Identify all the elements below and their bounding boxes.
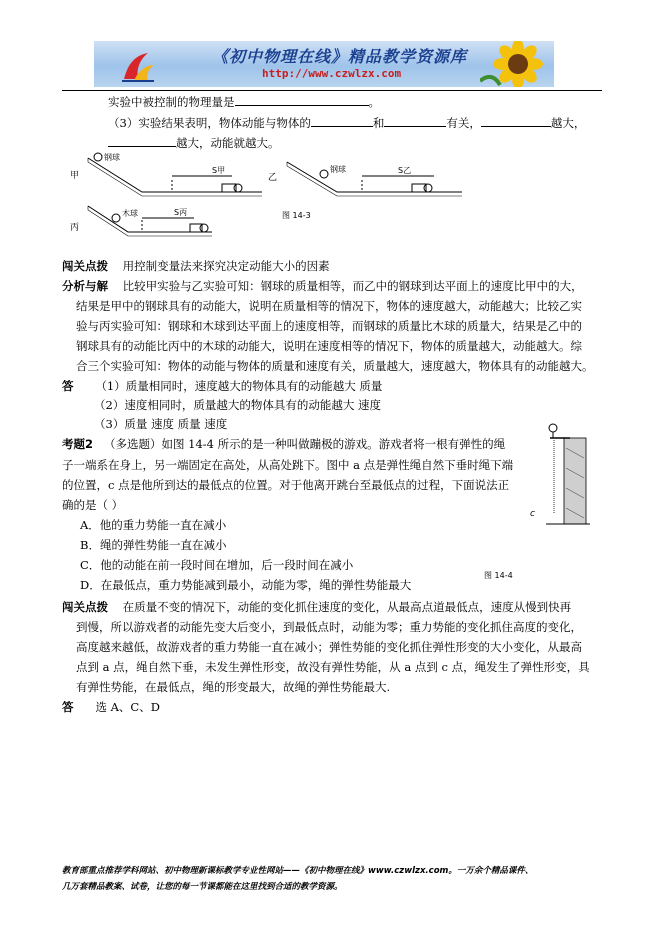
analysis-label: 分析与解 bbox=[62, 279, 108, 293]
header-banner bbox=[94, 41, 554, 87]
header-rule bbox=[62, 90, 602, 91]
fill-in-line-2 bbox=[108, 114, 585, 131]
footer-line-2: 几万套精品教案、试卷，让您的每一节课都能在这里找到合适的教学资源。 bbox=[62, 882, 343, 892]
q2-stem-line bbox=[62, 436, 505, 452]
q2-hint-line: 点到 a 点，绳自然下垂，未发生弹性形变，故没有弹性势能，从 a 点到 c 点，绳发生了弹性形变，具 bbox=[76, 660, 590, 674]
blank-field bbox=[235, 93, 369, 106]
q2-stem-line: 子一端系在身上，另一端固定在高处，从高处跳下。图中 a 点是弹性绳自然下垂时绳下端 bbox=[62, 458, 514, 472]
blank-field bbox=[311, 114, 373, 127]
panel-label-jia: 甲 bbox=[70, 171, 80, 181]
fill-in-line-1 bbox=[108, 93, 380, 110]
option-c: C．他的动能在前一段时间在增加，后一段时间在减小 bbox=[80, 558, 354, 572]
text-segment: 越大， bbox=[550, 116, 586, 130]
distance-label-yi: S乙 bbox=[398, 166, 412, 175]
analysis-line: 验与丙实验可知：钢球和木球到达平面上的速度相等，而钢球的质量比木球的质量大，结果是乙中的 bbox=[76, 319, 582, 333]
figure-14-4-caption: 图 14-4 bbox=[484, 571, 513, 580]
footer-line-1: 教育部重点推荐学科网站、初中物理新课标教学专业性网站——《初中物理在线》www.czwlzx.com。一万余个精品课件、 bbox=[62, 866, 534, 876]
answer-text: （1）质量相同时，速度越大的物体具有的动能越大 质量 bbox=[95, 379, 383, 393]
answer-line: （2）速度相同时，质量越大的物体具有的动能越大 速度 bbox=[94, 398, 381, 412]
option-d: D．在最低点，重力势能减到最小，动能为零，绳的弹性势能最大 bbox=[80, 578, 412, 592]
q2-hint-line bbox=[62, 599, 571, 615]
analysis-text: 比较甲实验与乙实验可知：钢球的质量相等，而乙中的钢球到达平面上的速度比甲中的大， bbox=[122, 279, 583, 293]
banner-url: http://www.czwlzx.com bbox=[262, 67, 402, 80]
sunflower-icon bbox=[480, 41, 550, 87]
answer-line bbox=[62, 378, 382, 394]
distance-label-bing: S丙 bbox=[174, 208, 188, 217]
figure-14-3 bbox=[62, 152, 482, 242]
q2-stem-line: 确的是（ ） bbox=[62, 498, 124, 512]
analysis-line: 合三个实验可知：物体的动能与物体的质量和速度有关，质量越大，速度越大，物体具有的动能越大。 bbox=[76, 359, 594, 373]
text-segment: 。 bbox=[368, 95, 380, 109]
blank-field bbox=[384, 114, 446, 127]
q1-hint bbox=[62, 258, 330, 274]
ball-label-yi: 钢球 bbox=[330, 165, 346, 174]
panel-label-bing: 丙 bbox=[70, 223, 80, 233]
text-segment: 实验中被控制的物理量是 bbox=[108, 95, 235, 109]
hint-text: 在质量不变的情况下，动能的变化抓住速度的变化，从最高点道最低点，速度从慢到快再 bbox=[122, 600, 572, 614]
panel-label-yi: 乙 bbox=[268, 173, 278, 183]
ball-label-bing: 木球 bbox=[122, 209, 138, 218]
stem-text: （多选题）如图 14-4 所示的是一种叫做蹦极的游戏。游戏者将一根有弹性的绳 bbox=[103, 437, 506, 451]
text-segment: 有关， bbox=[446, 116, 481, 130]
wood-ball-bing bbox=[112, 214, 120, 222]
answer-label: 答 bbox=[62, 700, 74, 714]
q2-hint-line: 高度越来越低，故游戏者的重力势能一直在减小；弹性势能的变化抓住弹性形变的大小变化，从最高 bbox=[76, 640, 582, 654]
site-logo-icon bbox=[120, 49, 156, 83]
figure-14-3-caption: 图 14-3 bbox=[282, 211, 311, 220]
steel-ball-jia bbox=[94, 153, 102, 161]
answer-label: 答 bbox=[62, 379, 74, 393]
blank-field bbox=[108, 134, 176, 147]
text-segment: （3）实验结果表明，物体动能与物体的 bbox=[108, 116, 311, 130]
option-b: B．绳的弹性势能一直在减小 bbox=[80, 538, 227, 552]
answer-line: （3）质量 速度 质量 速度 bbox=[94, 417, 228, 431]
analysis-line: 钢球具有的动能比丙中的木球的动能大，说明在速度相等的情况下，物体的质量越大，动能越大。综 bbox=[76, 339, 582, 353]
q2-hint-line: 有弹性势能，在最低点，绳的形变最大，故绳的弹性势能最大. bbox=[76, 680, 391, 694]
q2-answer bbox=[62, 699, 160, 715]
question-label: 考题2 bbox=[62, 437, 94, 451]
point-c-label: c bbox=[530, 509, 535, 519]
analysis-line: 结果是甲中的钢球具有的动能大，说明在质量相等的情况下，物体的速度越大，动能越大；比较乙实 bbox=[76, 299, 582, 313]
banner-title: 《初中物理在线》精品教学资源库 bbox=[212, 47, 468, 66]
blank-field bbox=[481, 114, 551, 127]
fill-in-line-3 bbox=[108, 134, 280, 151]
steel-ball-yi bbox=[320, 170, 328, 178]
ball-label-jia: 钢球 bbox=[104, 153, 120, 162]
q2-hint-line: 到慢，所以游戏者的动能先变大后变小，到最低点时，动能为零；重力势能的变化抓住高度的变化， bbox=[76, 620, 582, 634]
text-segment: 和 bbox=[372, 116, 385, 130]
hint-text: 用控制变量法来探究决定动能大小的因素 bbox=[122, 259, 330, 273]
text-segment: 越大，动能就越大。 bbox=[176, 136, 280, 150]
answer-text: 选 A、C、D bbox=[95, 700, 160, 714]
option-a: A．他的重力势能一直在减小 bbox=[80, 518, 227, 532]
hint-label: 闯关点拨 bbox=[62, 600, 108, 614]
q2-stem-line: 的位置，c 点是他所到达的最低点的位置。对于他离开跳台至最低点的过程，下面说法正 bbox=[62, 478, 510, 492]
analysis-line bbox=[62, 278, 583, 294]
figure-14-4 bbox=[520, 418, 600, 528]
distance-label-jia: S甲 bbox=[212, 166, 226, 175]
hint-label: 闯关点拨 bbox=[62, 259, 108, 273]
